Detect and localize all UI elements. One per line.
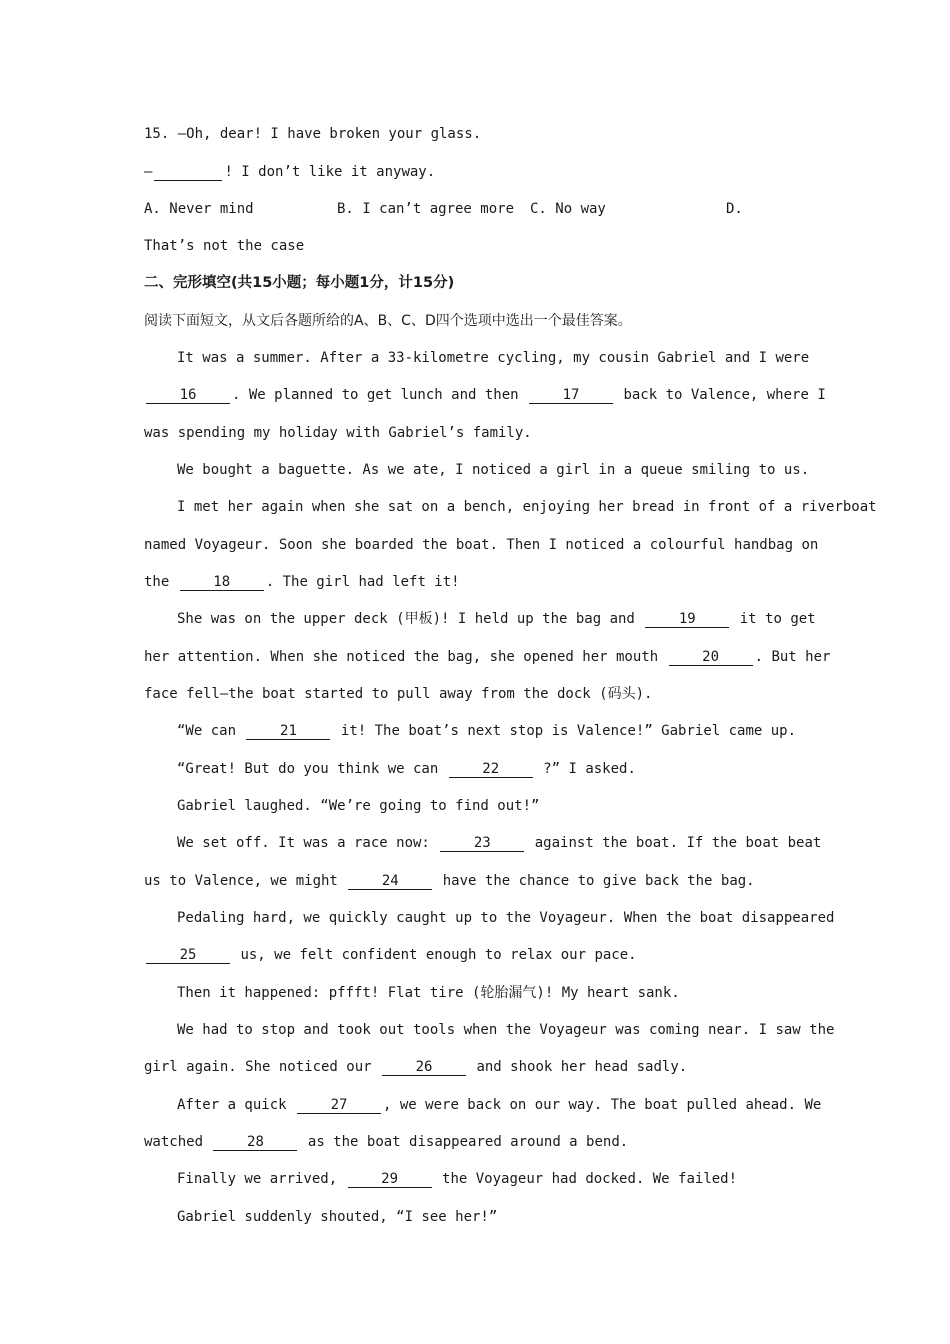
passage-line bbox=[144, 647, 830, 667]
blank-18: 18 bbox=[180, 574, 264, 591]
passage-line: face fell—the boat started to pull away from the dock (码头). bbox=[144, 686, 653, 702]
passage-text: ?” I asked. bbox=[543, 761, 636, 777]
passage-text: “We can bbox=[177, 723, 237, 739]
passage-text: . We planned to get lunch and then bbox=[232, 387, 519, 403]
blank-17: 17 bbox=[529, 387, 613, 404]
passage-line: was spending my holiday with Gabriel’s family. bbox=[144, 425, 532, 441]
blank-19: 19 bbox=[645, 611, 729, 628]
passage-line: We bought a baguette. As we ate, I noticed a girl in a queue smiling to us. bbox=[177, 462, 810, 478]
passage-line: Pedaling hard, we quickly caught up to the Voyageur. When the boat disappeared bbox=[177, 910, 835, 926]
blank-25: 25 bbox=[146, 947, 230, 964]
passage-line bbox=[177, 759, 636, 779]
passage-line bbox=[144, 1132, 628, 1152]
passage-text: and shook her head sadly. bbox=[476, 1059, 688, 1075]
passage-text: the Voyageur had docked. We failed! bbox=[442, 1171, 738, 1187]
passage-text: , we were back on our way. The boat pulled ahead. We bbox=[383, 1097, 822, 1113]
passage-text: Finally we arrived, bbox=[177, 1171, 338, 1187]
q15-option-a: A. Never mind bbox=[144, 201, 254, 217]
q15-option-b: B. I can’t agree more bbox=[337, 201, 515, 217]
passage-text: . The girl had left it! bbox=[265, 574, 460, 590]
passage-line: Then it happened: pffft! Flat tire (轮胎漏气)! My heart sank. bbox=[177, 985, 680, 1001]
passage-line bbox=[144, 871, 755, 891]
passage-line bbox=[144, 385, 826, 405]
passage-text: against the boat. If the boat beat bbox=[534, 835, 822, 851]
blank-27: 27 bbox=[297, 1097, 381, 1114]
q15-option-c: C. No way bbox=[530, 201, 606, 217]
blank-26: 26 bbox=[382, 1059, 466, 1076]
q15-answer-blank bbox=[154, 164, 222, 181]
passage-text: back to Valence, where I bbox=[623, 387, 826, 403]
passage-text: We set off. It was a race now: bbox=[177, 835, 430, 851]
passage-text: us, we felt confident enough to relax our pace. bbox=[240, 947, 637, 963]
passage-line bbox=[177, 721, 796, 741]
q15-options bbox=[144, 199, 743, 219]
passage-text: the bbox=[144, 574, 170, 590]
passage-text: have the chance to give back the bag. bbox=[442, 873, 755, 889]
blank-22: 22 bbox=[449, 761, 533, 778]
passage-text: “Great! But do you think we can bbox=[177, 761, 439, 777]
q15-stem: 15. —Oh, dear! I have broken your glass. bbox=[144, 126, 482, 142]
passage-text: us to Valence, we might bbox=[144, 873, 338, 889]
passage-text: as the boat disappeared around a bend. bbox=[307, 1134, 629, 1150]
blank-20: 20 bbox=[669, 649, 753, 666]
passage-text: it! The boat’s next stop is Valence!” Gabriel came up. bbox=[340, 723, 797, 739]
blank-24: 24 bbox=[348, 873, 432, 890]
passage-text: After a quick bbox=[177, 1097, 287, 1113]
q15-reply-tail: ! I don’t like it anyway. bbox=[224, 164, 436, 180]
passage-text: it to get bbox=[739, 611, 816, 627]
q15-option-d-cont: That’s not the case bbox=[144, 238, 305, 254]
passage-line: named Voyageur. Soon she boarded the boat. Then I noticed a colourful handbag on bbox=[144, 537, 819, 553]
passage-text: watched bbox=[144, 1134, 204, 1150]
passage-line bbox=[144, 572, 460, 592]
passage-line bbox=[144, 945, 637, 965]
blank-16: 16 bbox=[146, 387, 230, 404]
passage-line bbox=[177, 1095, 821, 1115]
q15-reply bbox=[144, 162, 435, 182]
passage-line bbox=[144, 1057, 687, 1077]
blank-29: 29 bbox=[348, 1171, 432, 1188]
passage-line: It was a summer. After a 33-kilometre cycling, my cousin Gabriel and I were bbox=[177, 350, 810, 366]
section-instruction: 阅读下面短文，从文后各题所给的A、B、C、D四个选项中选出一个最佳答案。 bbox=[144, 313, 632, 329]
passage-line bbox=[177, 1169, 737, 1189]
blank-21: 21 bbox=[246, 723, 330, 740]
blank-28: 28 bbox=[213, 1134, 297, 1151]
section-heading: 二、完形填空(共15小题；每小题1分，计15分) bbox=[144, 275, 455, 291]
passage-line bbox=[177, 609, 816, 629]
passage-text: girl again. She noticed our bbox=[144, 1059, 372, 1075]
passage-line bbox=[177, 833, 821, 853]
passage-text: She was on the upper deck (甲板)! I held up the bag and bbox=[177, 611, 635, 627]
passage-text: her attention. When she noticed the bag, she opened her mouth bbox=[144, 649, 659, 665]
passage-line: I met her again when she sat on a bench, enjoying her bread in front of a riverboat bbox=[177, 499, 877, 515]
passage-line: We had to stop and took out tools when the Voyageur was coming near. I saw the bbox=[177, 1022, 835, 1038]
q15-reply-lead: — bbox=[144, 164, 153, 180]
passage-text: . But her bbox=[754, 649, 831, 665]
passage-line: Gabriel laughed. “We’re going to find out!” bbox=[177, 798, 540, 814]
blank-23: 23 bbox=[440, 835, 524, 852]
q15-option-d: D. bbox=[726, 201, 743, 217]
passage-line: Gabriel suddenly shouted, “I see her!” bbox=[177, 1209, 498, 1225]
